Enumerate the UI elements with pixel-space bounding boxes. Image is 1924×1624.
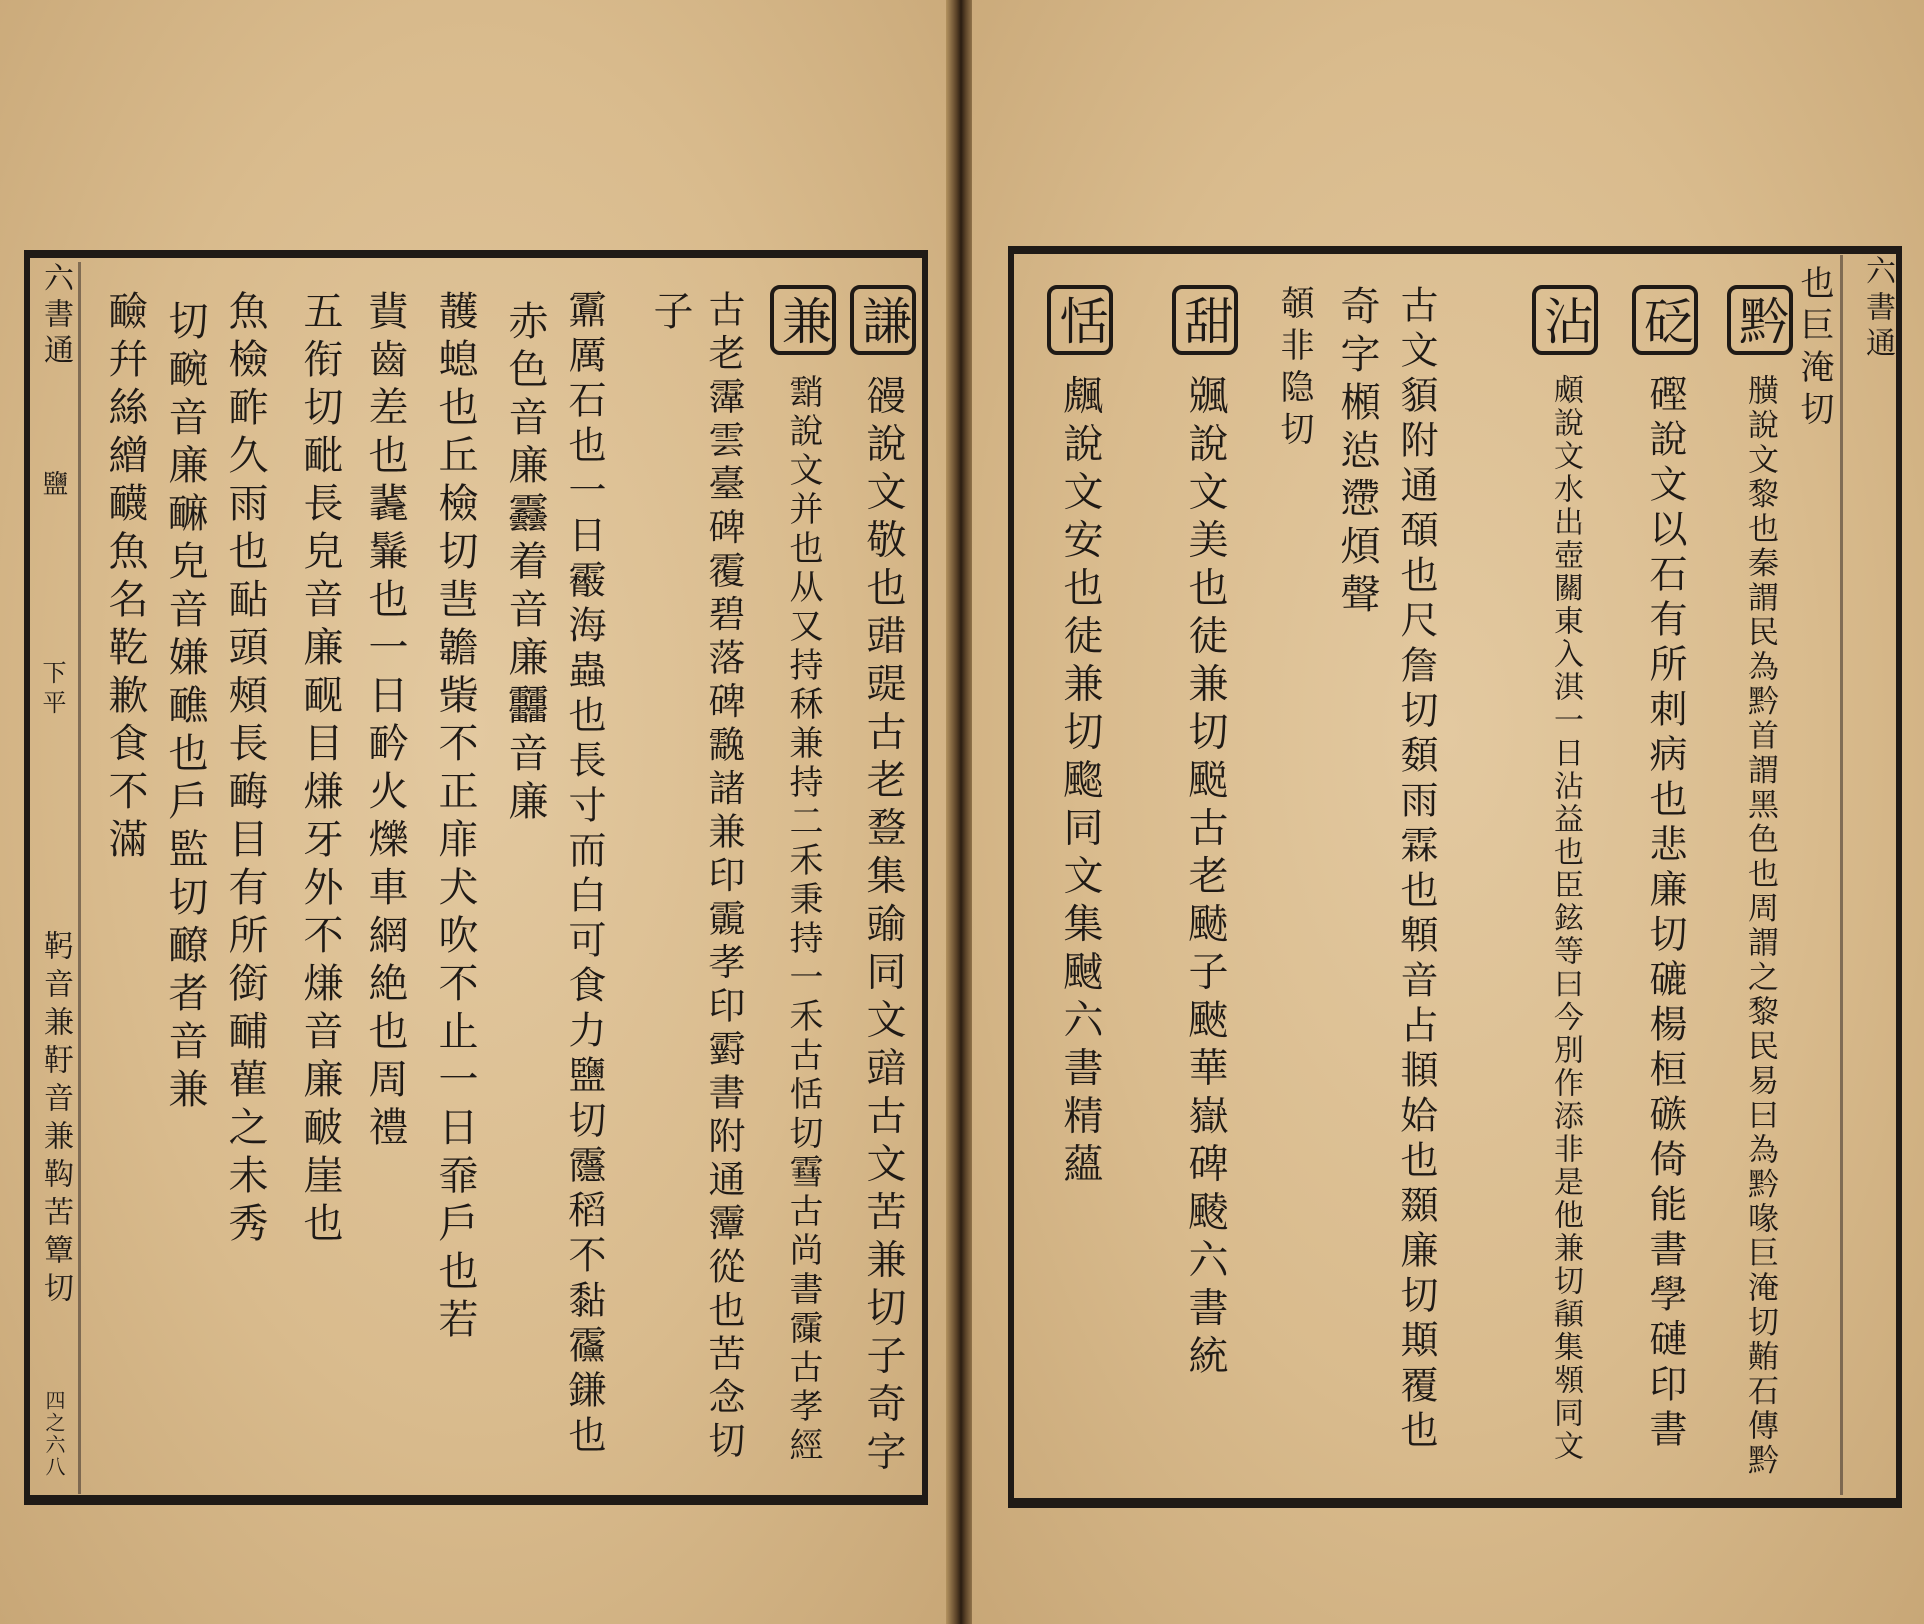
left-margin-title: 六書通	[38, 262, 73, 370]
left-column-2	[770, 285, 836, 1466]
column-text: 子	[647, 290, 693, 338]
left-column-9	[297, 290, 343, 1250]
column-text: 五衔切䩃長皃音廉䩄目熑牙外不熑音廉䩅崖也	[297, 290, 343, 1250]
column-text: 也巨淹切	[1794, 265, 1834, 433]
column-text: 古文䫉附通䫊也尺詹切䫋雨霖也䫌音占䫍姶也䫎廉切䫏覆也	[1394, 285, 1438, 1455]
column-text: 䫑非隐切	[1274, 285, 1314, 453]
left-column-5	[562, 290, 606, 1460]
right-page	[972, 0, 1924, 1624]
column-text: 䫆說文水出壺關東入淇一日沾益也臣鉉等曰今別作添非是他兼切䫇集䫈同文	[1548, 374, 1583, 1464]
column-rule	[1840, 255, 1843, 1495]
right-column-2	[1727, 285, 1793, 1478]
column-text: 䩎幷絲繒䩏魚名䩐歉食不滿	[102, 290, 148, 866]
column-text: 䩑音兼䩒音兼䩓苦簟切	[38, 930, 73, 1310]
column-text: 䨭說文并也从又持秝兼持二禾秉持一禾古恬切䨮古尚書䨯古孝經	[783, 374, 823, 1467]
column-text: 䜱說文敬也䜺䜻古老䜼集䜽同文䜾古文苦兼切子奇字	[860, 374, 906, 1479]
column-rule	[78, 262, 81, 1494]
column-text: 赤色音廉䨺着音廉䨻音廉	[502, 300, 548, 828]
head-character: 兼	[770, 285, 836, 355]
column-text: 奇字䫐惉懘煩聲	[1334, 285, 1380, 621]
column-text: 䬌說文安也徒兼切䬍同文集䬎六書精蘊	[1057, 374, 1103, 1191]
left-column-1	[850, 285, 916, 1478]
head-character: 恬	[1047, 285, 1113, 355]
left-folio: 四之六八	[42, 1390, 66, 1478]
column-text: 古老䨰雲臺碑䨱碧落碑䨲諸兼印䨳孝印䨴書附通䨵從也苦念切	[702, 290, 745, 1465]
head-character: 沾	[1532, 285, 1598, 355]
left-page	[0, 0, 950, 1624]
left-column-12	[102, 290, 148, 866]
head-character: 謙	[850, 285, 916, 355]
left-margin-section: 鹽	[38, 470, 68, 502]
left-column-13	[38, 930, 73, 1310]
right-column-9	[1047, 285, 1113, 1190]
left-margin-sub: 下平	[38, 660, 66, 720]
left-column-11	[162, 300, 208, 1116]
column-text: 䨶厲石也一日䨷海蟲也長寸而白可食力鹽切䨸稻不黏䨹鎌也	[562, 290, 606, 1460]
right-margin-title: 六書通	[1860, 255, 1895, 363]
right-column-7	[1274, 285, 1314, 453]
right-column-5	[1394, 285, 1438, 1455]
head-character: 黔	[1727, 285, 1793, 355]
column-text: 魚檢䩆久雨也䩇頭頰長䩈目有所銜䩉雚之未秀	[222, 290, 268, 1250]
left-column-7	[432, 290, 478, 1346]
right-column-8	[1172, 285, 1238, 1382]
column-text: 䵊說文黎也秦謂民為黔首謂黑色也周謂之黎民易曰為黔喙巨淹切䵋石傳黔	[1742, 374, 1778, 1479]
right-column-4	[1532, 285, 1598, 1463]
left-column-6	[502, 300, 548, 828]
head-character: 甜	[1172, 285, 1238, 355]
right-column-6	[1334, 285, 1380, 621]
column-text: 䨼螅也丘檢切䨽䪜㭰不正䨾犬吹不止一日䨿戶也若	[432, 290, 478, 1346]
left-column-4	[647, 290, 693, 338]
left-column-8	[362, 290, 408, 1154]
left-column-10	[222, 290, 268, 1250]
head-character: 砭	[1632, 285, 1698, 355]
column-text: 切䩊音廉䩋皃音嫌䩌也戶監切䩍者音兼	[162, 300, 208, 1116]
column-text: 䃘說文以石有所刺病也悲廉切䃙楊桓䃚倚能書學䃛印書	[1643, 374, 1687, 1455]
column-text: 䩀齒差也䩁鬑也一日䩂火爍車網絶也周禮	[362, 290, 408, 1154]
column-text: 䬇說文美也徒兼切䬈古老䬉子䬊華嶽碑䬋六書統	[1182, 374, 1228, 1383]
left-column-3	[702, 290, 745, 1465]
right-column-1	[1794, 265, 1834, 433]
right-column-3	[1632, 285, 1698, 1454]
